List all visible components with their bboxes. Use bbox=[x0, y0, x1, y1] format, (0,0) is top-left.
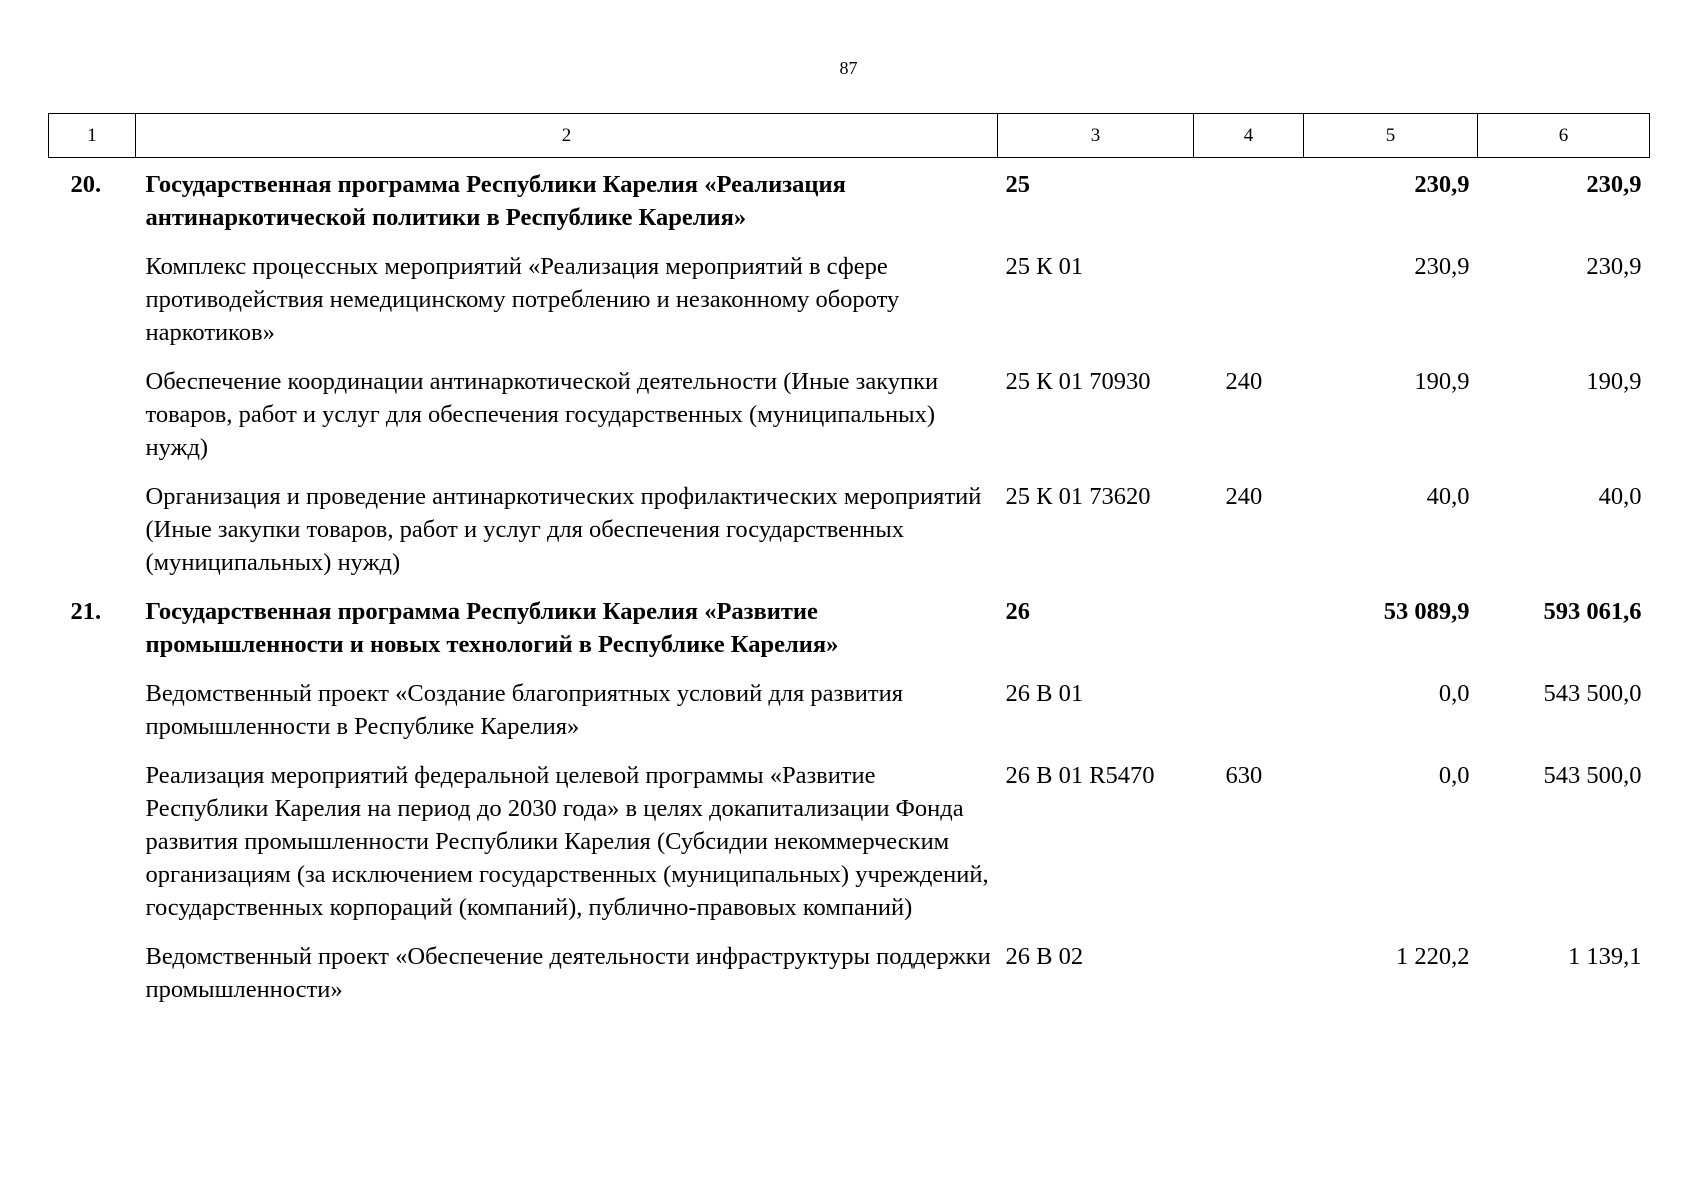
header-col-4: 4 bbox=[1194, 114, 1304, 158]
row-index bbox=[49, 480, 136, 595]
row-expense-type: 240 bbox=[1225, 483, 1263, 510]
row-value-col5: 53 089,9 bbox=[1383, 598, 1470, 625]
row-value-col5: 230,9 bbox=[1414, 171, 1470, 198]
row-code: 25 К 01 73620 bbox=[1005, 483, 1151, 510]
row-expense-type: 240 bbox=[1225, 368, 1263, 395]
row-value-col5: 0,0 bbox=[1438, 762, 1470, 789]
row-expense-type bbox=[1194, 677, 1304, 759]
row-code: 26 bbox=[1005, 598, 1030, 625]
table-row bbox=[49, 595, 1650, 677]
page-number: 87 bbox=[839, 58, 858, 78]
table-row bbox=[49, 759, 1650, 940]
row-code: 25 bbox=[1005, 171, 1030, 198]
row-expense-type bbox=[1194, 595, 1304, 677]
row-name: Комплекс процессных мероприятий «Реализация мероприятий в сфере противодействия немедицинскому потреблению и незаконному обороту наркотиков» bbox=[145, 253, 900, 346]
row-expense-type bbox=[1194, 158, 1304, 251]
table-header-row bbox=[49, 114, 1650, 158]
row-value-col5: 1 220,2 bbox=[1396, 943, 1470, 970]
row-index bbox=[49, 940, 136, 1022]
table-row bbox=[49, 250, 1650, 365]
row-value-col5: 0,0 bbox=[1438, 680, 1470, 707]
row-value-col6: 543 500,0 bbox=[1543, 762, 1642, 789]
row-value-col6: 40,0 bbox=[1598, 483, 1642, 510]
header-col-6: 6 bbox=[1478, 114, 1650, 158]
row-code: 26 В 01 bbox=[1005, 680, 1084, 707]
header-col-1: 1 bbox=[49, 114, 136, 158]
row-value-col6: 190,9 bbox=[1586, 368, 1642, 395]
row-expense-type: 630 bbox=[1225, 762, 1263, 789]
row-code: 26 В 02 bbox=[1005, 943, 1084, 970]
row-value-col6: 543 500,0 bbox=[1543, 680, 1642, 707]
row-index bbox=[49, 759, 136, 940]
row-code: 25 К 01 70930 bbox=[1005, 368, 1151, 395]
row-name: Ведомственный проект «Создание благоприятных условий для развития промышленности в Республике Карелия» bbox=[145, 680, 903, 740]
table-row bbox=[49, 158, 1650, 251]
row-value-col6: 230,9 bbox=[1586, 253, 1642, 280]
row-name: Государственная программа Республики Карелия «Реализация антинаркотической политики в Республике Карелия» bbox=[145, 171, 846, 231]
row-index: 21. bbox=[70, 598, 102, 625]
row-name: Ведомственный проект «Обеспечение деятельности инфраструктуры поддержки промышленности» bbox=[145, 943, 991, 1003]
table-row bbox=[49, 677, 1650, 759]
table-row bbox=[49, 940, 1650, 1022]
row-expense-type bbox=[1194, 250, 1304, 365]
budget-table bbox=[48, 113, 1650, 1022]
row-value-col5: 230,9 bbox=[1414, 253, 1470, 280]
row-code: 25 К 01 bbox=[1005, 253, 1084, 280]
row-value-col5: 190,9 bbox=[1414, 368, 1470, 395]
row-index bbox=[49, 677, 136, 759]
row-name: Обеспечение координации антинаркотической деятельности (Иные закупки товаров, работ и услуг для обеспечения государственных (муниципальных) нужд) bbox=[145, 368, 939, 461]
row-index bbox=[49, 365, 136, 480]
row-value-col6: 1 139,1 bbox=[1568, 943, 1642, 970]
row-name: Государственная программа Республики Карелия «Развитие промышленности и новых технологий в Республике Карелия» bbox=[145, 598, 839, 658]
header-col-5: 5 bbox=[1304, 114, 1478, 158]
row-expense-type bbox=[1194, 940, 1304, 1022]
header-col-2: 2 bbox=[136, 114, 998, 158]
row-name: Организация и проведение антинаркотических профилактических мероприятий (Иные закупки товаров, работ и услуг для обеспечения государственных (муниципальных) нужд) bbox=[145, 483, 982, 576]
row-value-col5: 40,0 bbox=[1426, 483, 1470, 510]
row-index bbox=[49, 250, 136, 365]
table-row bbox=[49, 365, 1650, 480]
row-index: 20. bbox=[70, 171, 102, 198]
row-name: Реализация мероприятий федеральной целевой программы «Развитие Республики Карелия на период до 2030 года» в целях докапитализации Фонда развития промышленности Республики Карелия (Субсидии некоммерческим организациям (за исключением государственных (муниципальных) учреждений, государственных корпораций (компаний), публично-правовых компаний) bbox=[145, 762, 989, 921]
header-col-3: 3 bbox=[998, 114, 1194, 158]
row-value-col6: 230,9 bbox=[1586, 171, 1642, 198]
row-code: 26 В 01 R5470 bbox=[1005, 762, 1155, 789]
row-value-col6: 593 061,6 bbox=[1543, 598, 1642, 625]
table-row bbox=[49, 480, 1650, 595]
